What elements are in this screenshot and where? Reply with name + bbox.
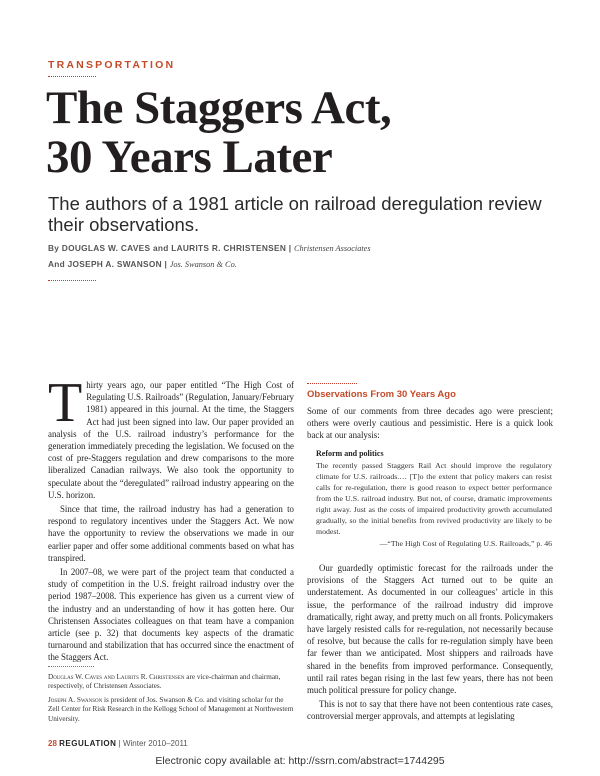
byline-authors-1: By DOUGLAS W. CAVES and LAURITS R. CHRISTENSEN bbox=[48, 243, 287, 253]
section-label: TRANSPORTATION bbox=[48, 59, 176, 71]
article-subtitle: The authors of a 1981 article on railroad deregulation review their observations. bbox=[48, 193, 542, 235]
page-footer bbox=[48, 739, 188, 748]
col2-divider bbox=[307, 383, 357, 384]
byline-authors-2: And JOSEPH A. SWANSON bbox=[48, 259, 162, 269]
byline-affiliation-1: Christensen Associates bbox=[293, 244, 371, 253]
bio-1-text: are vice-chairman and chairman, respectively, of Christensen Associates. bbox=[48, 673, 281, 691]
bio-2 bbox=[48, 696, 294, 724]
section-divider bbox=[48, 76, 96, 77]
drop-cap: T bbox=[48, 372, 83, 434]
col2-paragraph-1: Our guardedly optimistic forecast for the railroads under the provisions of the Staggers Act turned out to be quite an understatement. As documented in our colleagues’ article in this issue, the performance of the railroad industry did improve dramatically, right away, and pretty much on all fronts. Policymakers have largely resisted calls for re-regulation, not necessarily because of resolve, but because the calls for re-regulation simply have been far fewer than we anticipated. Most shippers and railroads have shared in the benefits from improved performance. Consequently, until rail rates began rising in the last few years, there has not been much political pressure for policy change. bbox=[307, 563, 553, 696]
quote-source: —“The High Cost of Regulating U.S. Railroads,” p. 46 bbox=[379, 539, 552, 548]
col1-paragraph-3: In 2007–08, we were part of the project team that conducted a study of competition in the U.S. freight railroad industry over the period 1987–2008. This experience has given us a current view of the industry and an understanding of how it has gotten here. Our Christensen Associates colleagues on that team have a companion article (see p. 32) that documents key aspects of the dramatic turnaround and stabilization that has occurred since the enactment of the Staggers Act. bbox=[48, 567, 294, 663]
title-line-1: The Staggers Act, bbox=[46, 82, 392, 134]
page-number: 28 bbox=[48, 739, 57, 748]
byline-1 bbox=[48, 243, 371, 253]
journal-name: REGULATION bbox=[59, 739, 117, 748]
byline-2 bbox=[48, 259, 237, 269]
bio-2-text: is president of Jos. Swanson & Co. and visiting scholar for the Zell Center for Risk Research in the Kellogg School of Management at Northwestern University. bbox=[48, 696, 294, 723]
col2-intro: Some of our comments from three decades ago were prescient; others were overly cautious and pessimistic. Here is a quick look back at our analysis: bbox=[307, 406, 553, 441]
col2-paragraph-2: This is not to say that there have not been contentious rate cases, controversial merger approvals, and attempts at legislating bbox=[307, 699, 553, 722]
pull-quote bbox=[316, 448, 552, 549]
col1-paragraph-2: Since that time, the railroad industry has had a generation to respond to regulatory incentives under the Staggers Act. We now have the opportunity to review the observations we made in our earlier paper and offer some additional comments based on what has transpired. bbox=[48, 504, 294, 563]
bio-1 bbox=[48, 673, 294, 692]
col2-heading: Observations From 30 Years Ago bbox=[307, 389, 456, 400]
byline-sep-2: | bbox=[161, 259, 170, 269]
byline-affiliation-2: Jos. Swanson & Co. bbox=[169, 260, 237, 269]
article-title bbox=[46, 84, 566, 182]
column-2-body bbox=[307, 562, 553, 725]
bio-2-name: Joseph A. Swanson bbox=[48, 696, 103, 704]
quote-text: The recently passed Staggers Rail Act should improve the regulatory climate for U.S. railroads.… [T]o the extent that policy makers can resist calls for re-regulation, there is good reason to expect better performance from the U.S. railroad industry. But not, of course, dramatic improvements right away. Just as the costs of impaired productivity growth accumulated gradually, so the initial benefits from revived productivity are likely to be modest. bbox=[316, 461, 552, 536]
issue-date: | Winter 2010–2011 bbox=[116, 739, 188, 748]
byline-divider bbox=[48, 280, 96, 281]
bio-1-name: Douglas W. Caves and Laurits R. Christensen bbox=[48, 673, 185, 681]
byline-sep-1: | bbox=[286, 243, 294, 253]
bio-divider bbox=[48, 666, 94, 667]
ssrn-notice: Electronic copy available at: http://ssrn.com/abstract=1744295 bbox=[155, 755, 445, 767]
col1-paragraph-1: hirty years ago, our paper entitled “The High Cost of Regulating U.S. Railroads” (Regulation, January/February 1981) appeared in this journal. At the time, the Staggers Act had just been signed into law. Our paper provided an analysis of the U.S. railroad industry’s performance for the generation immediately preceding the legislation. We focused on the cost of pre-Staggers regulation and drew comparisons to the more liberalized Canadian railways. We also took the opportunity to speculate about the “deregulated” railroad industry appearing on the U.S. horizon. bbox=[48, 380, 294, 500]
title-line-2: 30 Years Later bbox=[46, 131, 333, 183]
column-1 bbox=[48, 372, 294, 666]
quote-heading: Reform and politics bbox=[316, 449, 384, 458]
